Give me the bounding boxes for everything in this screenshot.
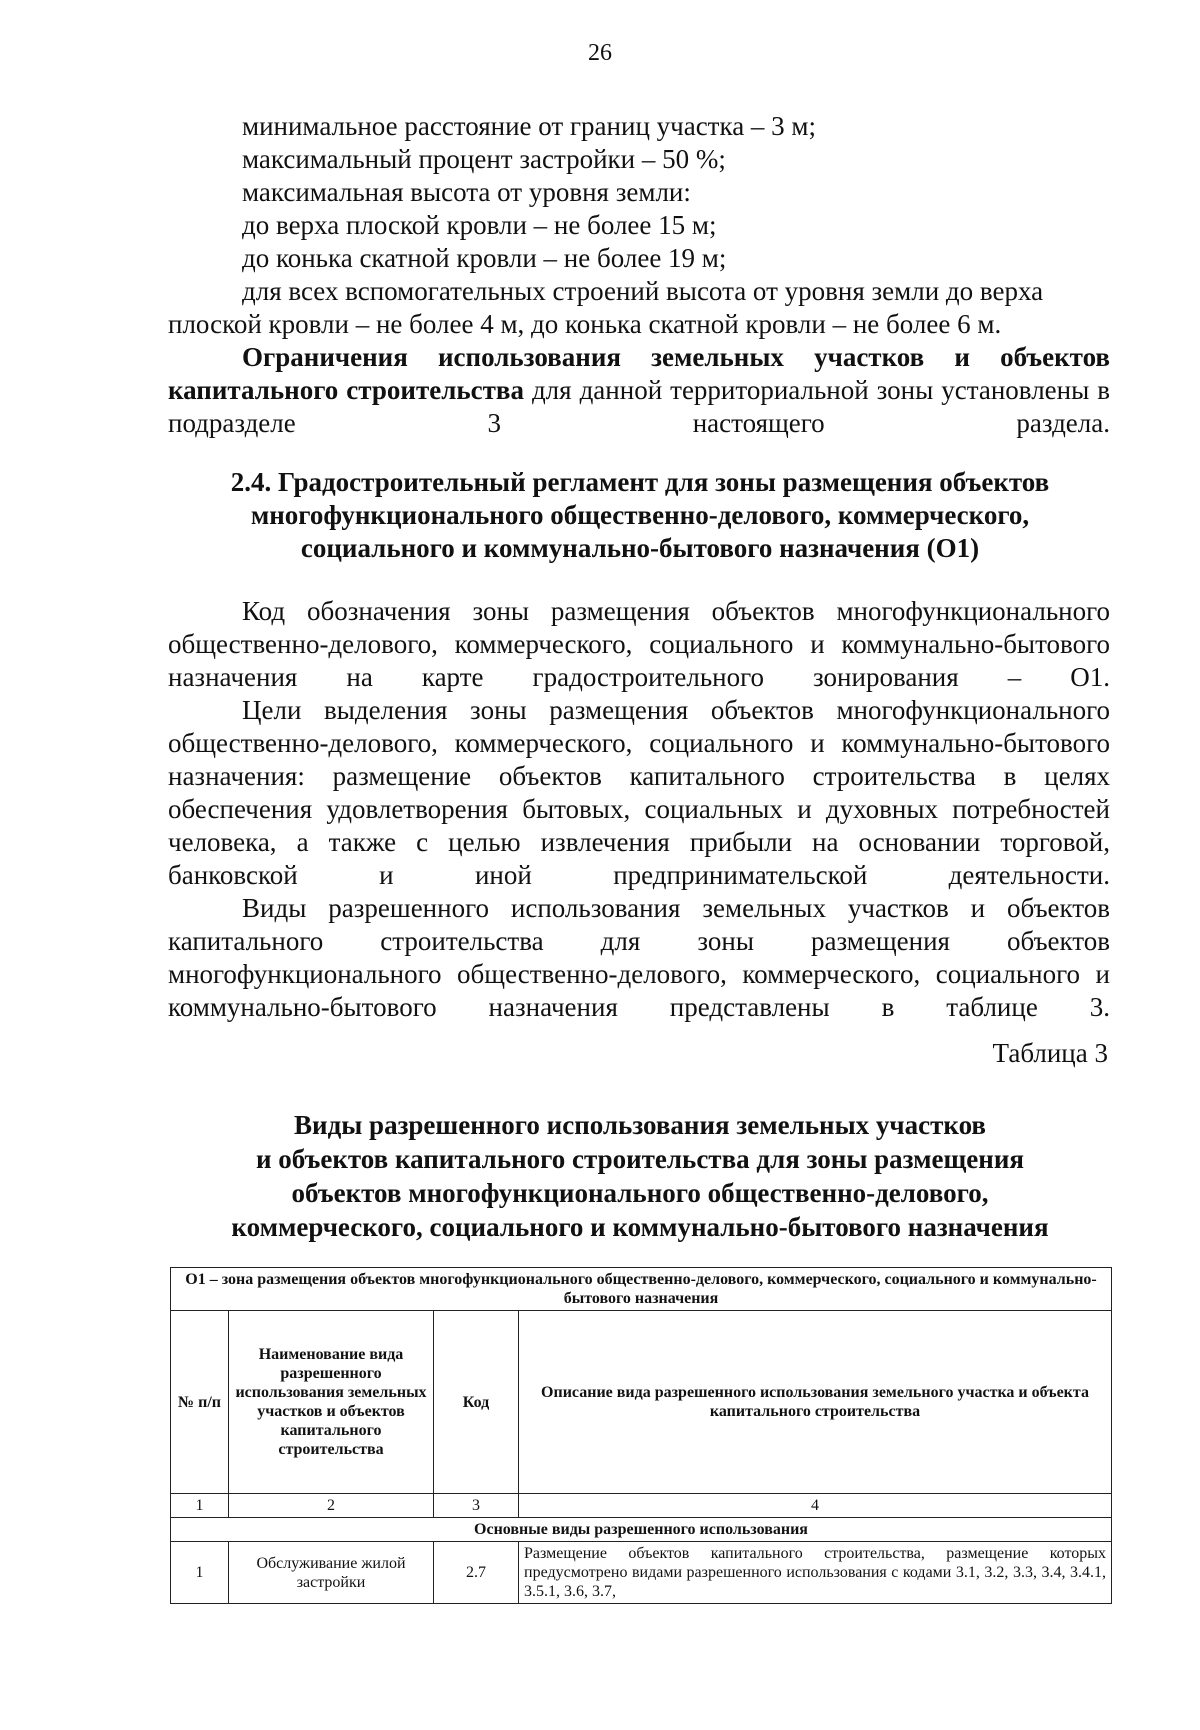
row-name-cell: Обслуживание жилой застройки [229, 1542, 434, 1604]
restrictions-bold-text: Ограничения использования земельных участков и объектов капитального строительства [168, 342, 1110, 405]
aux-line: для всех вспомогательных строений высота от уровня земли до верха [242, 276, 1044, 306]
paragraph-permitted-uses: Виды разрешенного использования земельных участков и объектов капитального строительства для зоны размещения объектов многофункционального общественно-делового, коммерческого, социального и коммунально-бытового назначения представлены в таблице 3. [168, 893, 1110, 1022]
section-heading-line: 2.4. Градостроительный регламент для зоны размещения объектов [230, 467, 1050, 497]
param-line: минимальное расстояние от границ участка – 3 м; [242, 111, 817, 141]
table-group-row [171, 1518, 1112, 1542]
section-heading [150, 466, 1130, 565]
param-line: до верха плоской кровли – не более 15 м; [242, 210, 717, 240]
param-line: максимальный процент застройки – 50 %; [242, 144, 726, 174]
permitted-uses-table [170, 1267, 1112, 1604]
table-caption-line: коммерческого, социального и коммунально-бытового назначения [231, 1212, 1049, 1242]
table-header-row [171, 1311, 1112, 1494]
row-num-cell: 1 [171, 1542, 229, 1604]
paragraph-zone-goals: Цели выделения зоны размещения объектов многофункционального общественно-делового, коммерческого, социального и коммунально-бытового назначения: размещение объектов капитального строительства в целях обеспечения удовлетворения бытовых, социальных и духовных потребностей человека, а также с целью извлечения прибыли на основании торговой, банковской и иной предпринимательской деятельности. [168, 695, 1110, 890]
table-caption-line: объектов многофункционального общественно-делового, [291, 1178, 989, 1208]
header-name-cell: Наименование вида разрешенного использования земельных участков и объектов капитального строительства [229, 1311, 434, 1494]
table-index-row [171, 1494, 1112, 1518]
header-code-cell: Код [434, 1311, 519, 1494]
param-line: до конька скатной кровли – не более 19 м; [242, 243, 727, 273]
parameters-block [168, 110, 1110, 341]
index-cell: 4 [519, 1494, 1112, 1518]
row-desc-cell: Размещение объектов капитального строительства, размещение которых предусмотрено видами разрешенного использования с кодами 3.1, 3.2, 3.3, 3.4, 3.4.1, 3.5.1, 3.6, 3.7, [519, 1542, 1112, 1604]
page-number: 26 [588, 40, 612, 66]
param-line: максимальная высота от уровня земли: [242, 177, 691, 207]
aux-line: плоской кровли – не более 4 м, до конька скатной кровли – не более 6 м. [168, 309, 1002, 339]
table-zone-row [171, 1268, 1112, 1311]
group-main-cell: Основные виды разрешенного использования [171, 1518, 1112, 1542]
section-heading-line: многофункционального общественно-делового, коммерческого, [250, 500, 1030, 530]
paragraph-zone-code: Код обозначения зоны размещения объектов многофункционального общественно-делового, коммерческого, социального и коммунально-бытового назначения на карте градостроительного зонирования – О1. [168, 596, 1110, 692]
zone-title-cell: О1 – зона размещения объектов многофункционального общественно-делового, коммерческого, социального и коммунально-бытового назначения [171, 1268, 1112, 1311]
header-desc-cell: Описание вида разрешенного использования земельного участка и объекта капитального строительства [519, 1311, 1112, 1494]
table-label: Таблица 3 [992, 1038, 1108, 1068]
table-row [171, 1542, 1112, 1604]
index-cell: 2 [229, 1494, 434, 1518]
row-code-cell: 2.7 [434, 1542, 519, 1604]
section-heading-line: социального и коммунально-бытового назначения (О1) [300, 533, 980, 563]
restrictions-paragraph [168, 341, 1110, 440]
table-caption-line: и объектов капитального строительства для зоны размещения [255, 1144, 1025, 1174]
index-cell: 1 [171, 1494, 229, 1518]
body-paragraphs [168, 595, 1110, 1024]
table-caption-line: Виды разрешенного использования земельных участков [294, 1110, 986, 1140]
table-caption [150, 1108, 1130, 1244]
restrictions-text: для данной территориальной зоны установлены в подразделе 3 настоящего раздела. [168, 375, 1110, 438]
index-cell: 3 [434, 1494, 519, 1518]
header-num-cell: № п/п [171, 1311, 229, 1494]
